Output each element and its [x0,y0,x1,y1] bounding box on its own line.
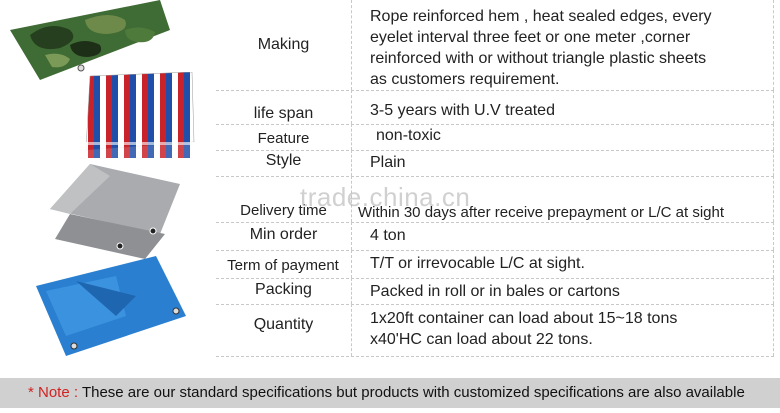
spec-row-life-span [216,90,774,125]
spec-label: Packing [255,281,312,298]
spec-value: Within 30 days after receive prepayment or L/C at sight [358,204,725,221]
spec-row-packing [216,278,774,305]
camouflage-tarp-image [10,0,170,80]
watermark: trade.china.cn [300,182,471,212]
spec-value: Plain [370,154,406,171]
spec-value: 4 ton [370,227,406,244]
silver-tarp-image [50,164,180,259]
spec-label: Delivery time [240,202,327,219]
spec-value: Packed in roll or in bales or cartons [370,283,620,300]
spec-value-line: eyelet interval three feet or one meter ,corner [370,29,691,46]
spec-row-style [216,150,774,177]
spec-label: Making [257,36,310,53]
spec-value: T/T or irrevocable L/C at sight. [370,255,585,272]
spec-value-line: Rope reinforced hem , heat sealed edges, every [370,8,712,25]
spec-value [370,308,770,350]
spec-label: Feature [257,130,310,147]
spec-label: Term of payment [227,257,339,274]
spec-row-quantity [216,304,774,357]
spec-label: Style [265,152,302,169]
spec-row-feature [216,124,774,151]
spec-value: 3-5 years with U.V treated [370,102,555,119]
spec-value: non-toxic [376,127,441,144]
note-text [28,384,745,401]
blue-tarp-image [36,256,186,356]
spec-value-line: reinforced with or without triangle plastic sheets [370,50,707,67]
spec-label: Quantity [253,316,314,333]
spec-value [370,6,770,90]
spec-value-line: as customers requirement. [370,71,560,88]
spec-row-payment [216,250,774,279]
product-images [0,0,205,372]
spec-value-line: 1x20ft container can load about 15~18 tons [370,310,678,327]
spec-row-min-order [216,222,774,251]
spec-row-making [216,0,774,91]
spec-value-line: x40'HC can load about 22 tons. [370,331,593,348]
spec-label: Min order [249,226,318,243]
spec-label: life span [253,105,314,122]
note-body: These are our standard specifications but products with customized specifications are also available [81,384,745,401]
striped-tarp-image [82,72,197,160]
note-label: * Note : [28,384,79,401]
note-bar [0,378,780,408]
